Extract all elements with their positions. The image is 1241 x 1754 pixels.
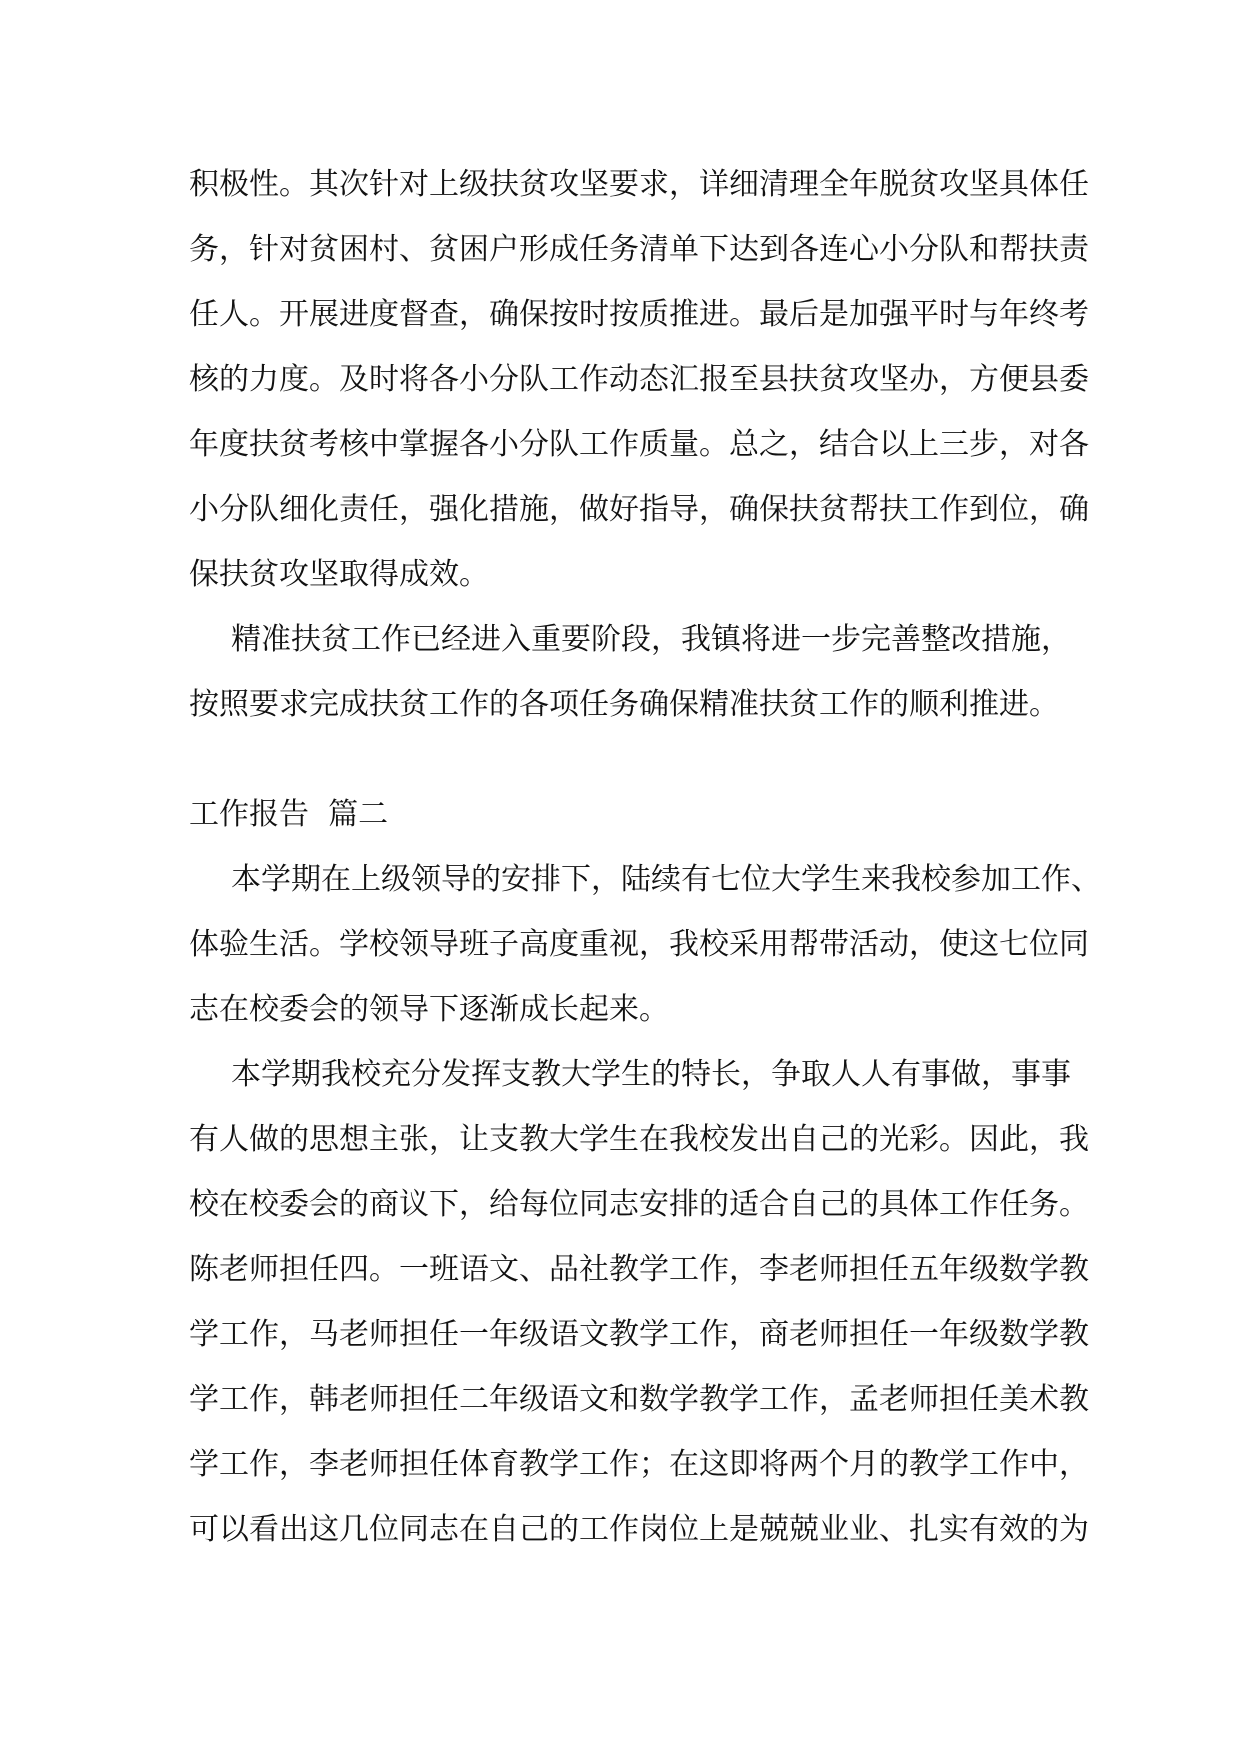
paragraph-line: 小分队细化责任，强化措施，做好指导，确保扶贫帮扶工作到位，确 [189,492,1089,527]
paragraph-line: 陈老师担任四。一班语文、品社教学工作，李老师担任五年级数学教 [189,1252,1089,1287]
paragraph-line: 学工作，李老师担任体育教学工作；在这即将两个月的教学工作中， [189,1447,1089,1482]
paragraph-line: 校在校委会的商议下，给每位同志安排的适合自己的具体工作任务。 [189,1187,1089,1222]
paragraph-line: 年度扶贫考核中掌握各小分队工作质量。总之，结合以上三步，对各 [189,427,1089,462]
paragraph-line: 务，针对贫困村、贫困户形成任务清单下达到各连心小分队和帮扶责 [189,232,1089,267]
paragraph-line: 有人做的思想主张，让支教大学生在我校发出自己的光彩。因此，我 [189,1122,1089,1157]
paragraph-line: 保扶贫攻坚取得成效。 [189,557,489,592]
paragraph-line: 任人。开展进度督查，确保按时按质推进。最后是加强平时与年终考 [189,297,1089,332]
section-heading: 工作报告 篇二 [189,797,389,832]
paragraph-line: 志在校委会的领导下逐渐成长起来。 [189,992,669,1027]
paragraph-line: 学工作，马老师担任一年级语文教学工作，商老师担任一年级数学教 [189,1317,1089,1352]
paragraph-line: 本学期在上级领导的安排下，陆续有七位大学生来我校参加工作、 [231,862,1101,897]
paragraph-line: 体验生活。学校领导班子高度重视，我校采用帮带活动，使这七位同 [189,927,1089,962]
paragraph-line: 学工作，韩老师担任二年级语文和数学教学工作，孟老师担任美术教 [189,1382,1089,1417]
paragraph-line: 本学期我校充分发挥支教大学生的特长，争取人人有事做，事事 [231,1057,1071,1092]
section-one-body [189,152,1089,737]
paragraph-line: 核的力度。及时将各小分队工作动态汇报至县扶贫攻坚办，方便县委 [189,362,1089,397]
paragraph-line: 可以看出这几位同志在自己的工作岗位上是兢兢业业、扎实有效的为 [189,1512,1089,1547]
paragraph-line: 按照要求完成扶贫工作的各项任务确保精准扶贫工作的顺利推进。 [189,687,1059,722]
paragraph-line: 精准扶贫工作已经进入重要阶段，我镇将进一步完善整改措施， [231,622,1071,657]
section-two-body [189,782,1101,1562]
paragraph-line: 积极性。其次针对上级扶贫攻坚要求，详细清理全年脱贫攻坚具体任 [189,167,1089,202]
